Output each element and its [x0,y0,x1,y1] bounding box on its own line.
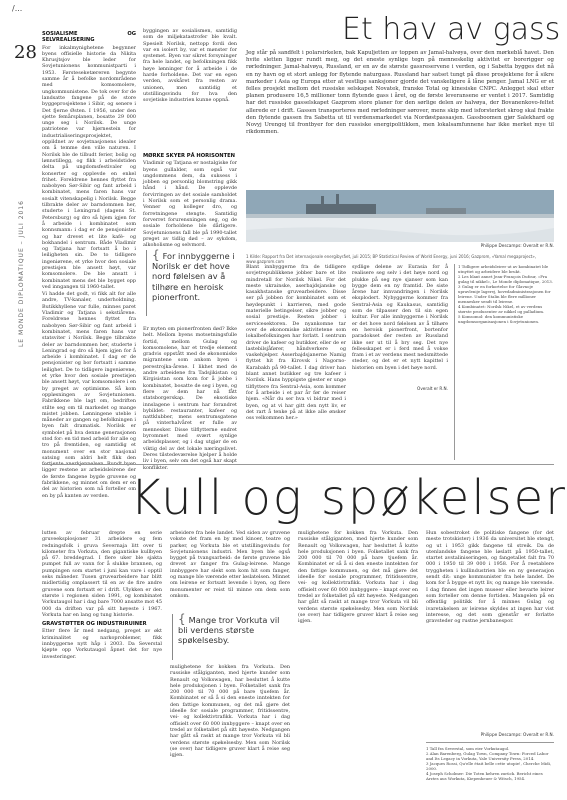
top-note-2: 2 Les blant annet Jean-François Dufour, «Fra gulag til nikkel», Le Monde diplomatique, 2013. [458,274,553,284]
top-article-title: Et hav av gass [342,12,561,47]
bottom-pull-quote [172,614,290,660]
side-masthead: LE MONDE DIPLOMATIQUE – JULI 2016 [18,200,25,348]
top-note-3: 3 Gulag er en forkortelse for Glavnoje upravlenije lagerej, hovedadministrasjonen for leirene. Under Stalin ble flere millioner mennesker sendt til leirene. [458,284,551,304]
bottom-column-3 [170,664,290,794]
top-quote-text: For innbyggerne i Norilsk er det hove nord følelsen av å tilhøre en heroisk pionerfront. [152,251,235,302]
bottom-credit: Philippe Descamps: Overalt er R.N. [480,732,554,737]
top-col3-text: byggingen av sosialismen, samtidig som de miljøkatastrofer ble kvalt. Spesielt Norilsk, nettopp fordi den var en isolert by, var et mønster for systemet. Byen var sikret forsyninger fra hele landet, og befolkningen fikk høye lønninger for å arbeide i de harde forholdene. Det var en egen verden, avskåret fra resten av unionen, men samtidig et utstillingsvindu for hva den sovjetiske industrien kunne oppnå. [143,28,237,104]
top-column-6 [352,264,448,384]
top-endnotes [458,264,554,460]
page-number: 28 [14,42,37,63]
top-col3b-text: Er myten om pionerfronten død? Ikke helt. Mellom byens motsetningsfulle fortid, mellom Gulag og komsomolene, har et tredje element gradvis oppstått med de økonomiske migrantene som ankom byen i perestrojka-årene. I likhet med de andre arbeidene fra Tadsjikistan og Kirgisistan som kom for å jobbe i kombinatet, bosatte de seg i byen, og flere av dem har nå fått statsborgerskap. De eksotiske innslagene i sentrum har forandret bybildet: restauranter, kafeer og nattklubber, mens sentrumsgatene på vinterhalvåret er fulle av mennesker. Disse tilflytterne endret byrommet med svært synlige arbeidsplasser, og i dag utgjør de en viktig del av det lokale næringslivet. Deres tilstedeværelse hjelper å holde liv i byen, selv om det også har skapt konflikter. [143,326,237,471]
top-column-2c [143,326,237,471]
bottom-article-title: Kull og spøkelser [130,470,567,526]
top-column-5 [246,264,346,460]
top-col5-text: Blant innbyggerne fra de tidligere sovjetrepublikkene jobber bare et lite mindretall for Norilsk Nikel. For det meste ukrainske, aserbajdsjanske og kasakhstanske gruvearbeidere. Disse ser på jobben for kombinatet som et høydepunkt i karrieren, med gode materielle betingelser, sikre jobber og sosial prestisje. Resten jobber i servicesektoren. De nyankomne tar over de økonomiske aktivitetene som lokalbefolkningen har forlatt. I sentrum driver de kafeer og butikker, eller de er lastebilsjåfører, håndverkere og vaskehjelper. Asserbajdsjanerne Namig flyttet hit fra Kirovsk i Nagorno-Karabakh på 90-tallet. I dag driver han blant annet butikker og tre kafeer i Norilsk. Hans hyppigste gjester er unge tilflyttere fra Sentral-Asia, som kommer for å arbeide i et par år før de reiser hjem. «Når du ser hva vi bidrar med i byen, og at vi har gitt den nytt liv, er det rart å tenke på at ikke alle ønsker oss velkommen her.» [246,264,346,422]
top-subheading-1: SOSIALISME OG SELVREALISERING [42,31,136,44]
bottom-col2-text: arbeidere fra hele landet. Ved siden av gruvene vokste det fram en by med kinoer, teatre og parker, og Vorkuta ble et utstillingsvindu for Sovjetunionens industri. Men byen ble også bygget på tvangsarbeid: de første gruvene ble drevet av fanger fra Gulag-leirene. Mange innbyggere har slekt som kom hit som fanger, og mange ble værende etter løslatelsen. Minnet om leirene er fortsatt levende i byen, og flere monumenter er reist til minne om dem som omkom. [170,530,290,599]
top-col1-text: For inkalmynighetene begynner byens offisielle historie da Nikita Khrusjtsjov ble leder for Sovjetunionens kommunistparti i 1953. Førsteseketæreren begynte samme år å befolke nordområdene med komsomolere, ungkommunistene. De tok over for de landsatte fangene på de store byggeprosjektene i Sibir, og senere i Det fjerne Østen. I 1956, under den sjette femårsplanen, bosatte 29 000 unge seg i Norilsk. De unge patriotene var hjørnestein for industrialiseringsprosjektet, oppildnet av sovjetnasjonens idealer om å temme den ville naturen. I Norilsk ble de tilbudt ferier, bolig og lønnstillegg, og fikk i arbeidstiden delta på ungdomsfestivaler og konserter og opplevde en enkel frihet. Foreldrene hennes flyttet fra nabobyen Sør-Sibir og fant arbeid i kombinatet, mens faren hans var sosialt vitenskapelig i Norilsk. Begge tilbrakte deler av barndommen her, studerte i Leningrad (dagens St. Petersburg) og dro så hjem igjen for å arbeide i kombinatet som konnsmann: i dag er de pensjonister og har drevet et lite kafé- og bokhandel i sentrum. Både Vladimir og Tatjana har fortsatt å bo i leiligheten sin. De to tidligere ingeniørene, et yrke hvor den sosiale prestisjen ble ansett høyt, var komsomolere. De ble ansatt i kombinatet mens det ble bygget opp ved inngangen til 1960-tallet. [42,44,136,290]
bottom-col1-text: lutten av februar drepte en serie gruveeksplosjoner 31 arbeidere og fem redningsfolk i gruva Severnaja litt over ti kilometer fra Vorkuta, den gigantiske kullbyen på 67. breddegrad. I flere uker ble sjakta pumpet full av vann for å slukke brannen, og pumpingen som startet i juni kan vare i opptil seks måneder. Tusen gruvearbeidere har blitt midlertidig omplassert til en av de fire andre gruvene som fortsatt er i drift. Ulykken er den største i regionen siden 1991, og kombinatet Vorkutaugol har i dag bare 7000 ansatte mot 45 000 da driften var på sitt høyeste i 1967. Vorkuta har en lang og tung historie. [42,530,162,618]
top-column-2b [143,150,237,249]
bottom-col4-text: Hun sobestroket de politiske fangene (for det meste trotskister) i 1936 da universitet ble stengt, og ut i 1953 gikk fangene til streik. Da de utenlandske fangene ble løslatt på 1950-tallet, startet avstaliniseringen, og fangetallet falt fra 70 000 i 1950 til 39 000 i 1958. For å reetablere tryggheten i kullindustrien ble en ny generasjon sendt dit: unge kommunister fra hele landet. De kom for å bygge et nytt liv, og mange ble værende. I dag finnes det ingen museer eller bevarte leirer som forteller om denne fortiden. Mangelen på en offentlig politikk for å minnes Gulag og ivaretakelsen av leirene skyldes at ingen har vist interesse, og det som gjenstår er forlatte gravsteder og rustne jernbanespor. [426,530,554,625]
top-column-1 [42,28,136,499]
gas-field-photo [246,190,554,242]
top-col6-text: sydlige delene av Eurasia for å realisere seg selv i det høye nord og plukke på seg nye sjanser som kan bygge dem en ny framtid. De siste årene har innvandringen i Norilsk eksplodert. Nybyggerne kommer fra Sentral-Asia og Kaukasus, samtidig som de tilpasser den til sin egen kultur. For alle innbyggerne i Norilsk er det hove nord følelsen av å tilhøre en heroisk pionerfront, bortenfor paradokset der resten av Russland ikke ser ut til å bry seg. Det nye fellesskapet er i ferd med å vokse fram i et av verdens mest nedsmittede steder, og det er et nytt kapittel i historien om byen i det høye nord. [352,264,448,371]
bottom-column-3b [298,530,418,794]
bottom-column-2 [170,530,290,610]
article-divider [42,464,554,465]
top-source-note: 1 Kilde: Rapport fra Det internasjonale energibyrået, juli 2015; BP Statistical Review of World Energy, juni 2016; Gazprom, «Yamal megaproject», www.gazprom.com [246,254,537,264]
gas-field-photo-image [246,190,554,242]
notes-divider [454,264,455,460]
top-note-1: 1 Tidligere arbeidsleirer ut av kombinatet ble utnyttet og arbeidere ble brukt. [458,264,549,274]
top-pull-quote [146,250,240,316]
bottom-col1-text2: Etter flere år med nedgang, preget av økt kriminalitet og narkoproblemer, fikk innbyggerne nytt håp i 2003. Da Severstal kjøpte opp Vorkutaugol åpnet det for nye investeringer. [42,628,162,660]
top-photo-credit: Philippe Descamps: Overalt er R.N. [480,243,554,248]
top-note-5: 5 Komsomol: den kommunistiske ungdomsorganisasjonen i Sovjetunionen. [458,314,540,324]
top-lead-paragraph: Jeg står på sandfelt i polarsirkelen, bak Kapuljetten av toppen av Jamal-halvøya, over den mørkeblå havet. Den hvite sletten ligger rundt meg, og det eneste synlige tegn på menneskelig aktivitet er borerigger og rørledninger. Jamal-halvøya, Russland, er en av de største gassreservene i verden, og i Sabetta bygges det nå en ny havn og et stort anlegg for flytende naturgass. Russland har satset tungt på disse prosjektene for å sikre markeder i Asia og Europa etter at vestlige sanksjoner gjorde det vanskeligere å låne penger. Jamal LNG er et felles prosjekt mellom det russiske selskapet Novatek, franske Total og kinesiske CNPC. Anlegget skal etter planen produsere 16,5 millioner tonn flytende gass i året, og de første leveransene er ventet i 2017. Samtidig har det russiske gasselskapet Gazprom store planer for den sørlige delen av halvøya, der Bovanenkovo-feltet allerede er i drift. Gassen transporteres med rørledninger sørover, mens skip med isforsterket skrog skal frakte den flytende gassen fra Sabetta ut til verdensmarkedet via Nordøstpassasjen. Gassboomen gjør Salekhard og Novyj Urengoj til frontbyer for den russiske energipolitikken, men lokalsamfunnene har ikke merket mye til rikdommen. [246,50,554,136]
bottom-note-2: 2 Alan Barenberg, Gulag Town, Company Town: Forced Labor and Its Legacy in Vorkuta, Yale University Press, 2014. [426,751,549,761]
top-col6-credit: Overalt er R.N. [417,386,448,391]
top-subheading-2: MØRKE SKYER PÅ HORISONTEN [143,153,236,159]
quote-bracket-icon: { [152,248,160,262]
bottom-col3b-text: mulighetene for kokken fra Vorkuta. Den russiske stålgiganten, med hjerte kunder som Renault og Volkswagen, har besluttet å kutte hele produksjonen i byen. Folketallet sank fra 200 000 til 70 000 på bare tjuefem år. Kombinatet er så å si den eneste inntekten for den fattige kommunen, og det må gjøre det ideelle for sosiale programmer, fritidssentre, vei- og kollektivtrafikk. Vorkuta har i dag offisielt over 60 000 innbyggere – knapt over en tredel av folketallet på sitt høyeste. Nedgangen har gått så raskt at mange tror Vorkuta vil bli verdens største spøkelsesby. Men som Norilsk (se over) har tidligere gruver klart å reise seg igjen. [298,530,418,625]
bottom-note-1: 1 Tall fra Severstal, som eier Vorkutaugol. [426,746,510,751]
bottom-notes-divider [426,742,554,743]
bottom-col3-text: mulighetene for kokken fra Vorkuta. Den russiske stålgiganten, med hjerte kunder som Renault og Volkswagen, har besluttet å kutte hele produksjonen i byen. Folketallet sank fra 200 000 til 70 000 på bare tjuefem år. Kombinatet er så å si den eneste inntekten for den fattige kommunen, og det må gjøre det ideelle for sosiale programmer, fritidssentre, vei- og kollektivtrafikk. Vorkuta har i dag offisielt over 60 000 innbyggere – knapt over en tredel av folketallet på sitt høyeste. Nedgangen har gått så raskt at mange tror Vorkuta vil bli verdens største spøkelsesby. Men som Norilsk (se over) har tidligere gruver klart å reise seg igjen. [170,664,290,759]
top-column-2 [143,28,237,148]
bottom-column-4 [426,530,554,730]
top-col3-text2: Vladimir og Tatjana er nostalgiske for byens gullalder, som også var ungdommens dem, da suksess i jobben og personlig blomstring gikk hånd i hånd. De opplevde forvirringen av det sosiale samholdet i Norilsk som et personlig drama. Venner og kolleger dro, og forretningene stengte. Samtidig forverret forurensningen seg, og de sosiale forholdene ble dårligere. Sovjetunionens fall ble på 1990-tallet preget av tidlig død – av sykdom, alkoholisme og selvmord. [143,160,237,249]
bottom-quote-text: Mange tror Vorkuta vil bli verdens største spøkelsesby. [178,615,280,646]
bottom-note-3: 3 Jacques Rossi, Qu'elle était belle cette utopie!, Cherche Midi, 2000. [426,761,552,771]
bottom-subheading: GRAVSTØTTER OG INDUSTRIRUINER [42,621,147,628]
top-col2-text: Vi hadde det godt, vi fikk alt for alle andre, TV-kanaler, underholdning. Butikkhyllene var fulle, minnes paret Vladimir og Tatjana i sekstiårene. Foreldrene hennes flyttet fra nabobyen Sør-Sibir og fant arbeid i kombinatet, mens faren hans var statsviter i Norilsk. Begge tilbrakte deler av barndommen her, studerte i Leningrad og dro så hjem igjen for å arbeide i kombinatet. I dag er de pensjonister og bor fortsatt i samme leilighet. De to tidligere ingeniørene, et yrke hvor den sosiale prestisjen ble ansett høyt, var komsomolere i en by preget av optimisme. Så kom oppløsningen av Sovjetunionen. Fabrikkene ble lagt om, bedriften stilte seg om til markedet og mange mistet jobben. Lønningene uteble i måneder av gangen og befolkningen i byen falt dramatisk. Norilsk er symbolet på hva denne generasjonen stod for: en tid med arbeid for alle og tro på fremtiden, og samtidig et monument over en stor nasjonal satsing som aldri helt fikk den ligger restene av arbeidsleirene der de første fangene bygde gruvene og fabrikkene, og minnet om dem er en del av historien som nå forteller om en by på kanten av verden. [42,291,136,499]
bottom-note-4: 4 Joseph Scholmer: Die Toten kehren zurück. Bericht eines Arztes aus Workuta, Kiepenheuer & Witsch, 1954. [426,771,543,781]
top-note-4: 4 Kombinatet: Norilsk Nikel, et av verdens største produsenter av nikkel og palladium. [458,304,545,314]
photo-credit-row [246,242,554,252]
bottom-endnotes [426,746,554,796]
quote-bracket-icon: { [178,612,186,626]
running-slug: /... [12,4,23,13]
bottom-column-1 [42,530,162,794]
